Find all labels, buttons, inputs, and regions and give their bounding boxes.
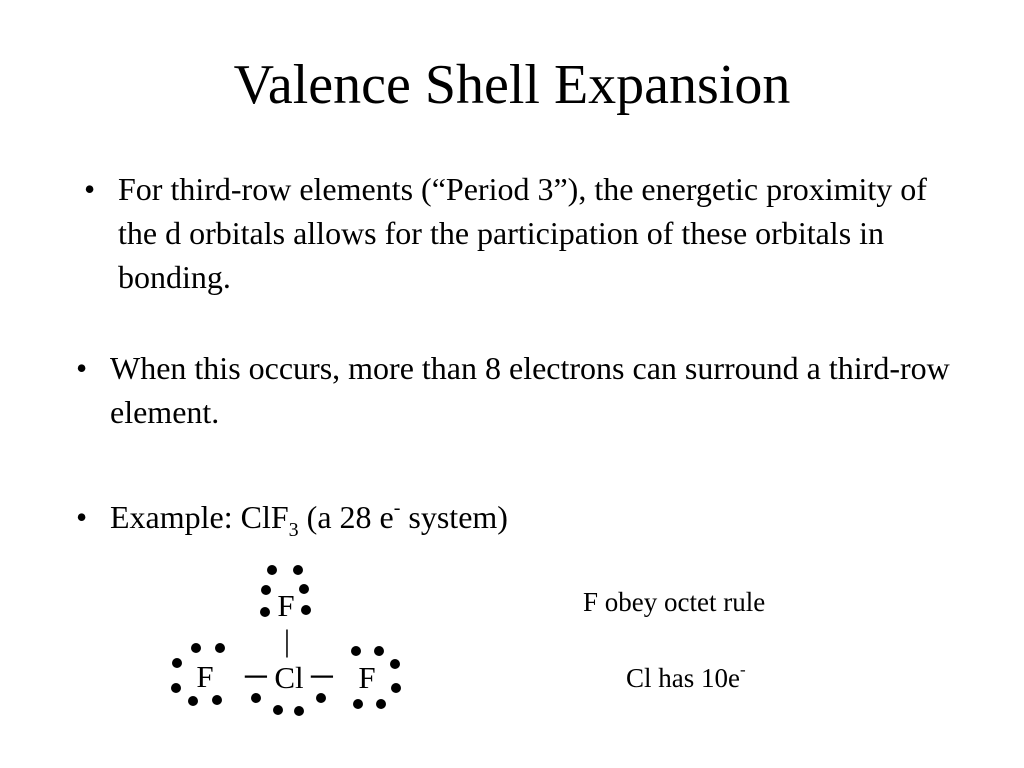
note-f-octet: F obey octet rule [583,587,766,617]
electron-dot [299,584,309,594]
electron-dot [188,696,198,706]
electron-dot [293,565,303,575]
bond-left: ─ [245,658,267,693]
example-subscript: 3 [288,519,299,541]
bullet-marker: • [76,499,88,535]
note-cl-text: Cl has 10e [626,663,740,693]
electron-dot [171,683,181,693]
electron-dot [374,646,384,656]
electron-dot [212,695,222,705]
atom-center-cl: Cl [274,660,304,695]
example-suffix: system) [400,499,508,535]
electron-dot [191,643,201,653]
electron-dot [301,605,311,615]
cl-lone-pairs [251,693,326,716]
electron-dot [376,699,386,709]
atom-top-f: F [277,588,295,623]
electron-dot [215,643,225,653]
atom-right-f: F [358,660,376,695]
electron-dot [294,706,304,716]
electron-dot [260,607,270,617]
electron-dot [316,693,326,703]
atom-left-f: F [196,659,214,694]
slide-title: Valence Shell Expansion [233,54,791,116]
bond-right: ─ [311,658,333,693]
note-cl-superscript: - [740,660,746,679]
bullet-marker: • [84,171,96,207]
electron-dot [390,659,400,669]
electron-dot [267,565,277,575]
electron-dot [261,585,271,595]
example-middle: (a 28 e [298,499,394,535]
electron-dot [273,705,283,715]
electron-dot [351,646,361,656]
bullet-text: When this occurs, more than 8 electrons can surround a third-row element. [110,350,950,430]
electron-dot [172,658,182,668]
example-superscript: - [393,497,401,519]
electron-dot [391,683,401,693]
bond-vertical: | [283,623,291,658]
example-prefix: Example: ClF [110,499,289,535]
bullet-text: For third-row elements (“Period 3”), the energetic proximity of the d orbitals allows for the participation of these orbitals in bonding. [118,171,927,295]
electron-dot [353,699,363,709]
note-cl-electrons [626,661,746,695]
bullet-marker: • [76,350,88,386]
electron-dot [251,693,261,703]
